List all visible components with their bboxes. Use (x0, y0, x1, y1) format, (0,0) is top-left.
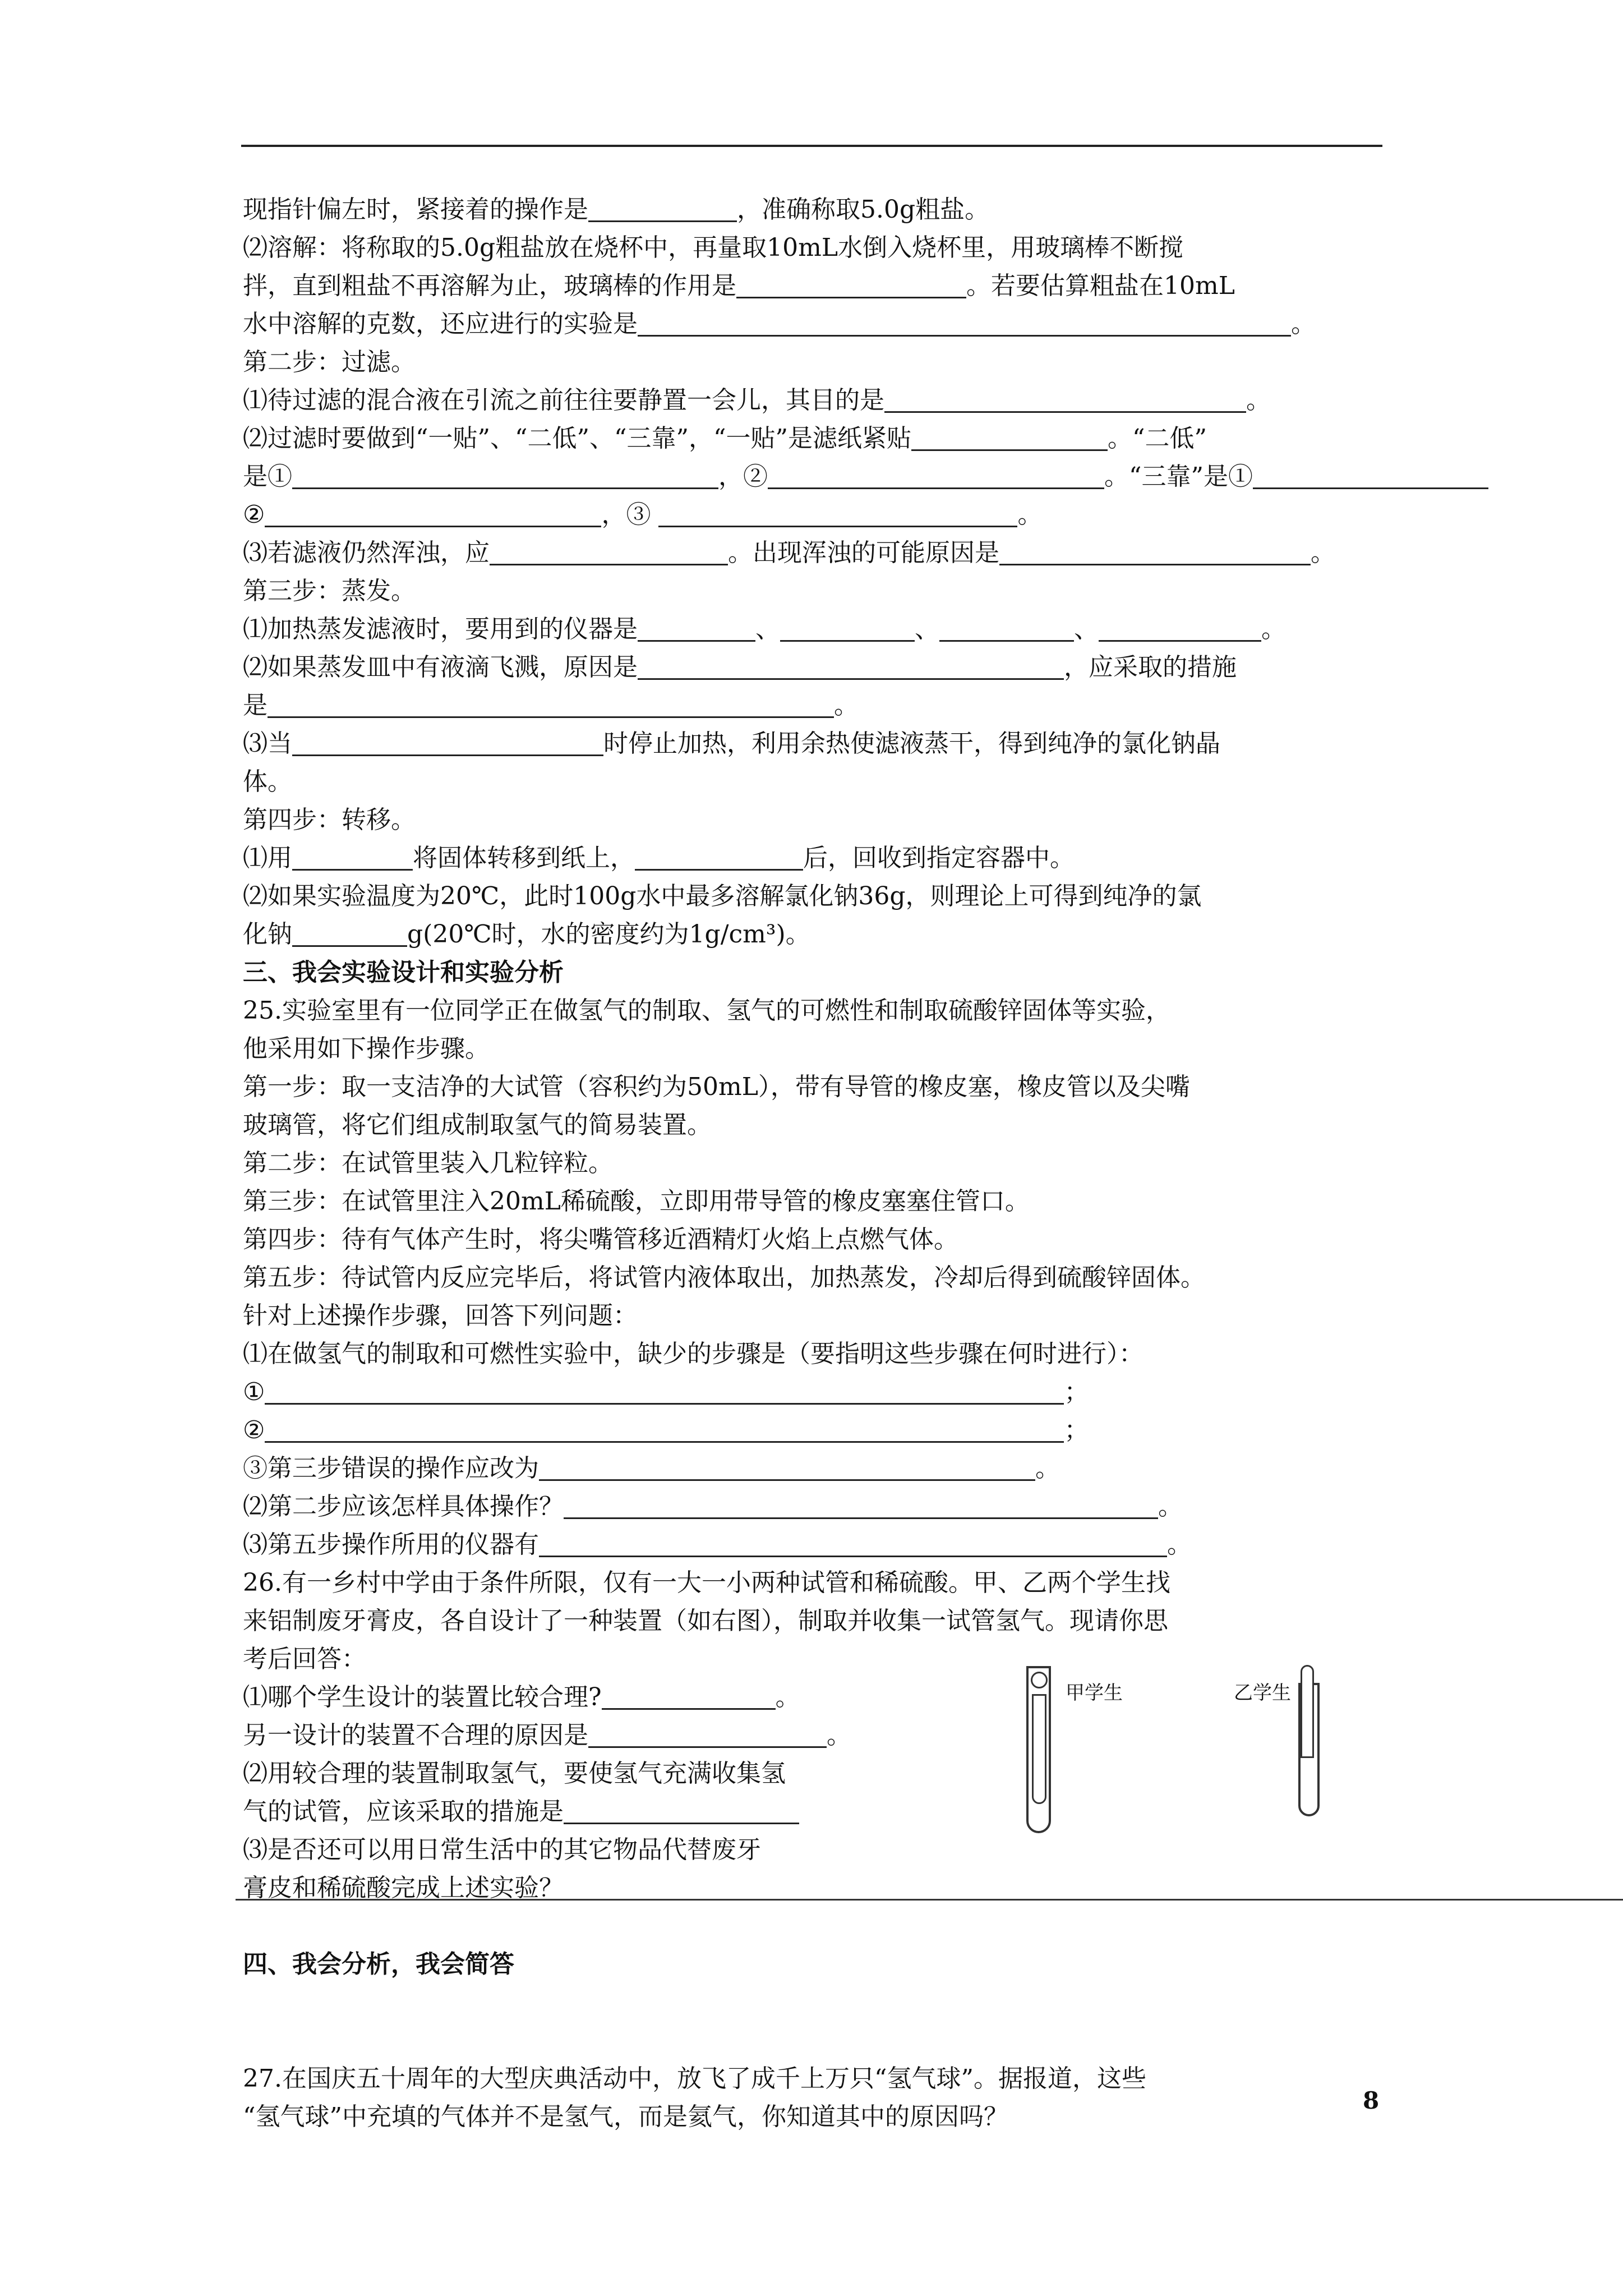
text-line (243, 1564, 1409, 1602)
answer-blank[interactable] (638, 309, 1291, 337)
line-text: 他采用如下操作步骤。 (243, 1034, 490, 1063)
answer-blank[interactable] (292, 843, 413, 871)
answer-blank[interactable] (588, 195, 737, 222)
line-text: ； (1064, 1378, 1089, 1406)
line-text: 。 (1311, 539, 1335, 567)
line-text: 是 (243, 691, 268, 720)
answer-blank[interactable] (564, 1797, 799, 1824)
text-line (243, 915, 1409, 954)
text-line (243, 534, 1409, 572)
line-text: ，③ (601, 500, 659, 529)
line-text: 。若要估算粗盐在10mL (966, 272, 1235, 300)
text-line (243, 839, 1409, 877)
text-line (243, 458, 1409, 496)
line-text: 后，回收到指定容器中。 (803, 844, 1075, 872)
text-line (243, 191, 1409, 229)
line-text: ⑵过滤时要做到“一贴”、“二低”、“三靠”，“一贴”是滤纸紧贴 (243, 424, 911, 453)
line-text: 、 (755, 615, 780, 643)
section-heading (243, 954, 1409, 992)
line-text: 。“二低” (1107, 424, 1207, 453)
line-text: “氢气球”中充填的气体并不是氢气，而是氦气，你知道其中的原因吗？ (243, 2102, 1008, 2131)
text-line (243, 305, 1409, 343)
line-text: 现指针偏左时，紧接着的操作是 (243, 195, 588, 224)
line-text: ⑶当 (243, 729, 292, 758)
answer-blank[interactable] (658, 500, 1017, 527)
text-line (243, 1831, 1409, 1869)
line-text: 、 (915, 615, 939, 643)
answer-blank[interactable] (780, 614, 915, 642)
header-rule (241, 145, 1382, 147)
page-number: 8 (1363, 2087, 1380, 2114)
text-line (243, 610, 1409, 648)
text-line (243, 1373, 1409, 1411)
spacer-line (243, 1907, 1409, 1945)
text-line (243, 572, 1409, 610)
answer-blank[interactable] (539, 1453, 1035, 1481)
answer-blank[interactable] (768, 462, 1104, 489)
figure-label-student-b: 乙学生 (1234, 1682, 1291, 1704)
text-line (243, 1030, 1409, 1068)
line-text: 玻璃管，将它们组成制取氢气的简易装置。 (243, 1111, 712, 1139)
line-text: 。 (1246, 386, 1271, 415)
spacer-line (243, 2022, 1409, 2060)
text-line (243, 1602, 1409, 1640)
text-line (243, 1335, 1409, 1373)
line-text: 、 (1074, 615, 1099, 643)
text-line (243, 1182, 1409, 1221)
line-text: 。 (775, 1683, 800, 1711)
line-text: 第一步：取一支洁净的大试管（容积约为50mL），带有导管的橡皮塞，橡皮管以及尖嘴 (243, 1073, 1190, 1101)
line-text: ⑶是否还可以用日常生活中的其它物品代替废牙 (243, 1835, 761, 1864)
answer-blank[interactable] (292, 919, 407, 947)
text-line (243, 1221, 1409, 1259)
line-text: 来铝制废牙膏皮，各自设计了一种装置（如右图），制取并收集一试管氢气。现请你思 (243, 1607, 1168, 1635)
answer-blank[interactable] (490, 538, 728, 565)
answer-blank[interactable] (265, 1377, 1064, 1405)
line-text: 第二步：在试管里装入几粒锌粒。 (243, 1149, 613, 1177)
line-text: 。 (1291, 310, 1316, 338)
small-test-tube-a (1032, 1694, 1046, 1804)
line-text: ，应采取的措施 (1064, 653, 1237, 682)
answer-blank[interactable] (292, 729, 603, 756)
text-line (243, 420, 1409, 458)
line-text: 第三步：在试管里注入20mL稀硫酸，立即用带导管的橡皮塞塞住管口。 (243, 1187, 1030, 1216)
line-text: 。 (827, 1721, 851, 1750)
line-text: 第三步：蒸发。 (243, 577, 416, 605)
line-text: ⑵溶解：将称取的5.0g粗盐放在烧杯中，再量取10mL水倒入烧杯里，用玻璃棒不断搅 (243, 233, 1184, 262)
text-line (243, 1144, 1409, 1182)
line-text: ⑴哪个学生设计的装置比较合理? (243, 1683, 602, 1711)
text-line (243, 229, 1409, 267)
line-text: ⑵用较合理的装置制取氢气，要使氢气充满收集氢 (243, 1759, 786, 1788)
text-line (243, 1068, 1409, 1106)
line-text: 体。 (243, 767, 292, 796)
answer-blank[interactable] (638, 614, 755, 642)
line-text: 第五步：待试管内反应完毕后，将试管内液体取出，加热蒸发，冷却后得到硫酸锌固体。 (243, 1263, 1205, 1292)
line-text: ⑶若滤液仍然浑浊，应 (243, 539, 490, 567)
figure-label-student-a: 甲学生 (1066, 1682, 1123, 1704)
line-text: 化钠 (243, 920, 292, 949)
answer-blank[interactable] (602, 1682, 776, 1710)
line-text: 将固体转移到纸上， (413, 844, 635, 872)
line-text: ③第三步错误的操作应改为 (243, 1454, 539, 1483)
text-line (243, 496, 1409, 534)
answer-blank[interactable] (939, 614, 1074, 642)
answer-blank[interactable] (265, 1415, 1064, 1443)
section-heading (243, 1945, 1409, 1984)
text-line (243, 1526, 1409, 1564)
text-line (243, 1411, 1409, 1450)
text-line (243, 648, 1409, 687)
answer-blank[interactable] (911, 424, 1108, 451)
text-line (243, 381, 1409, 420)
answer-blank[interactable] (1099, 614, 1261, 642)
line-text: 。 (1167, 1530, 1192, 1559)
line-text: 。出现浑浊的可能原因是 (728, 539, 999, 567)
section-divider (236, 1899, 1623, 1901)
line-text: ⑴加热蒸发滤液时，要用到的仪器是 (243, 615, 638, 643)
answer-blank[interactable] (999, 538, 1311, 565)
line-text: 第四步：转移。 (243, 806, 416, 834)
text-line (243, 2098, 1409, 2136)
section-heading-text: 三、我会实验设计和实验分析 (243, 958, 564, 987)
answer-blank[interactable] (884, 385, 1246, 413)
line-text: ⑴在做氢气的制取和可燃性实验中，缺少的步骤是（要指明这些步骤在何时进行）： (243, 1340, 1144, 1368)
line-text: 第四步：待有气体产生时，将尖嘴管移近酒精灯火焰上点燃气体。 (243, 1225, 958, 1254)
text-line (243, 992, 1409, 1030)
line-text: 第二步：过滤。 (243, 348, 416, 376)
line-text: 。 (1035, 1454, 1060, 1483)
line-text: ② (243, 1416, 265, 1444)
text-line (243, 1106, 1409, 1144)
text-line (243, 763, 1409, 801)
line-text: ① (243, 1378, 265, 1406)
line-text: ，准确称取5.0g粗盐。 (737, 195, 990, 224)
text-line (243, 1297, 1409, 1335)
text-line (243, 1450, 1409, 1488)
line-text: 。 (1017, 500, 1043, 529)
line-text: 。“三靠”是① (1104, 462, 1253, 491)
line-text: 气的试管，应该采取的措施是 (243, 1797, 564, 1826)
line-text: ⑴待过滤的混合液在引流之前往往要静置一会儿，其目的是 (243, 386, 884, 415)
text-line (243, 801, 1409, 839)
small-test-tube-b-inverted (1301, 1665, 1314, 1758)
line-text: ，② (718, 462, 768, 491)
line-text: ⑵如果蒸发皿中有液滴飞溅，原因是 (243, 653, 638, 682)
line-text: 是① (243, 462, 292, 491)
answer-blank[interactable] (635, 843, 803, 871)
line-text: ⑵如果实验温度为20℃，此时100g水中最多溶解氯化钠36g，则理论上可得到纯净的氯 (243, 882, 1202, 910)
line-text: 膏皮和稀硫酸完成上述实验？ (243, 1874, 564, 1902)
line-text: 水中溶解的克数，还应进行的实验是 (243, 310, 638, 338)
text-line (243, 1259, 1409, 1297)
text-line (243, 687, 1409, 725)
text-line (243, 877, 1409, 915)
line-text: ； (1064, 1416, 1089, 1444)
spacer-line (243, 1984, 1409, 2022)
line-text: 。 (1261, 615, 1286, 643)
line-text: 27.在国庆五十周年的大型庆典活动中，放飞了成千上万只“氢气球”。据报道，这些 (243, 2064, 1146, 2093)
line-text: ② (243, 500, 265, 529)
line-text: g(20℃时，水的密度约为1g/cm³)。 (407, 920, 810, 949)
text-line (243, 725, 1409, 763)
line-text: 。 (834, 691, 859, 720)
answer-blank[interactable] (292, 462, 718, 489)
answer-blank[interactable] (268, 691, 834, 718)
line-text: 26.有一乡村中学由于条件所限，仅有一大一小两种试管和稀硫酸。甲、乙两个学生找 (243, 1568, 1170, 1597)
tube-mouth-a (1031, 1672, 1048, 1688)
line-text: 针对上述操作步骤，回答下列问题： (243, 1301, 638, 1330)
text-line (243, 2060, 1409, 2098)
apparatus-figure (1004, 1655, 1363, 1834)
line-text: ⑵第二步应该怎样具体操作？ (243, 1492, 564, 1521)
answer-blank[interactable] (588, 1720, 827, 1748)
answer-blank[interactable] (265, 500, 601, 527)
worksheet-body (243, 191, 1409, 2136)
line-text: 时停止加热，利用余热使滤液蒸干，得到纯净的氯化钠晶 (603, 729, 1220, 758)
text-line (243, 267, 1409, 305)
text-line (243, 343, 1409, 381)
line-text: 25.实验室里有一位同学正在做氢气的制取、氢气的可燃性和制取硫酸锌固体等实验， (243, 996, 1170, 1025)
text-line (243, 1869, 1409, 1907)
line-text: 拌，直到粗盐不再溶解为止，玻璃棒的作用是 (243, 272, 736, 300)
line-text: 考后回答： (243, 1645, 366, 1673)
answer-blank[interactable] (638, 652, 1064, 680)
answer-blank[interactable] (1253, 462, 1488, 489)
line-text: ⑶第五步操作所用的仪器有 (243, 1530, 539, 1559)
answer-blank[interactable] (564, 1492, 1158, 1519)
line-text: ⑴用 (243, 844, 292, 872)
section-heading-text: 四、我会分析，我会简答 (243, 1950, 514, 1978)
answer-blank[interactable] (736, 271, 966, 298)
line-text: 另一设计的装置不合理的原因是 (243, 1721, 588, 1750)
line-text: 。 (1158, 1492, 1183, 1521)
text-line (243, 1488, 1409, 1526)
answer-blank[interactable] (539, 1530, 1167, 1557)
